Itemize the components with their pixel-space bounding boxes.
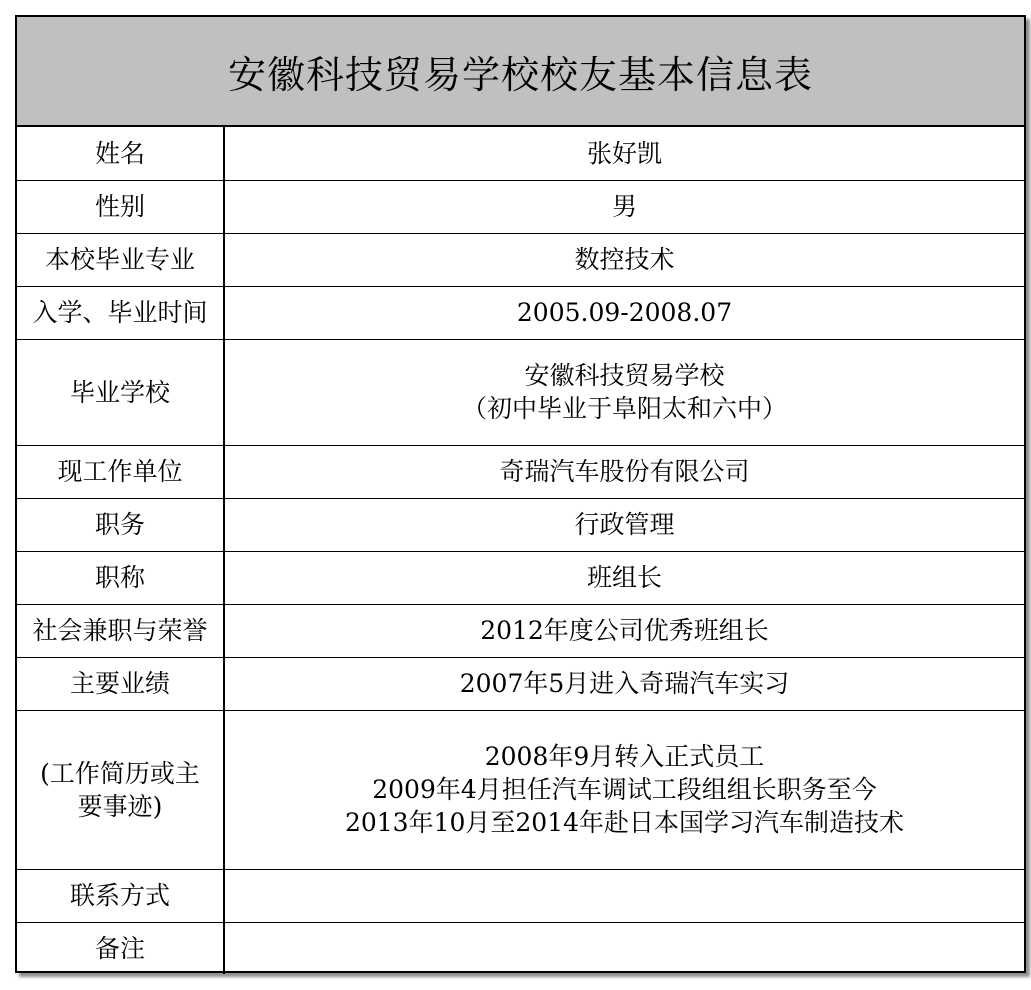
row-value-contact [224,869,1024,922]
row-value-school: 安徽科技贸易学校 （初中毕业于阜阳太和六中） [224,339,1024,445]
row-label-title: 职称 [17,551,224,604]
table-row [17,233,1024,286]
table-row [17,604,1024,657]
row-label-position: 职务 [17,498,224,551]
row-value-resume: 2008年9月转入正式员工 2009年4月担任汽车调试工段组组长职务至今 2013年10月至2014年赴日本国学习汽车制造技术 [224,710,1024,869]
table-row [17,286,1024,339]
row-value-position: 行政管理 [224,498,1024,551]
row-label-notes: 备注 [17,922,224,974]
row-value-notes [224,922,1024,974]
row-value-name: 张好凯 [224,127,1024,180]
table-row [17,180,1024,233]
row-label-employer: 现工作单位 [17,445,224,498]
row-value-major: 数控技术 [224,233,1024,286]
table-row [17,127,1024,180]
row-label-period: 入学、毕业时间 [17,286,224,339]
row-label-honors: 社会兼职与荣誉 [17,604,224,657]
row-value-gender: 男 [224,180,1024,233]
table-row [17,339,1024,445]
row-label-resume: (工作简历或主 要事迹) [17,710,224,869]
row-value-period: 2005.09-2008.07 [224,286,1024,339]
info-table [17,127,1024,974]
table-row [17,657,1024,710]
table-row [17,551,1024,604]
row-label-achievements: 主要业绩 [17,657,224,710]
sheet-title: 安徽科技贸易学校校友基本信息表 [17,17,1024,127]
table-row [17,710,1024,869]
row-label-major: 本校毕业专业 [17,233,224,286]
row-label-gender: 性别 [17,180,224,233]
row-value-title: 班组长 [224,551,1024,604]
row-label-contact: 联系方式 [17,869,224,922]
row-value-achievements: 2007年5月进入奇瑞汽车实习 [224,657,1024,710]
row-value-honors: 2012年度公司优秀班组长 [224,604,1024,657]
row-value-employer: 奇瑞汽车股份有限公司 [224,445,1024,498]
table-row [17,922,1024,974]
table-row [17,498,1024,551]
row-label-name: 姓名 [17,127,224,180]
table-row [17,445,1024,498]
info-sheet [15,15,1026,973]
row-label-school: 毕业学校 [17,339,224,445]
table-row [17,869,1024,922]
